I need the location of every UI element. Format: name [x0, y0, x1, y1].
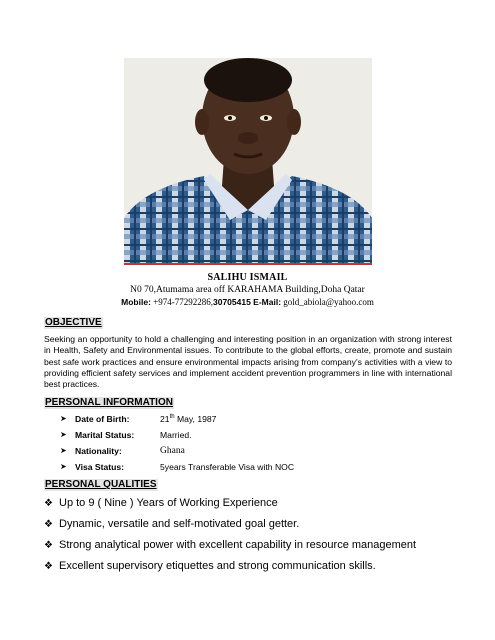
dob-value: 21th May, 1987 [160, 414, 217, 424]
diamond-bullet-icon: ❖ [44, 540, 53, 551]
quality-text: Dynamic, versatile and self-motivated goal getter. [59, 518, 300, 530]
diamond-bullet-icon: ❖ [44, 498, 53, 509]
quality-text: Strong analytical power with excellent capability in resource management [59, 539, 417, 551]
arrow-bullet-icon: ➤ [60, 446, 67, 455]
profile-photo [124, 58, 372, 263]
email-address[interactable]: gold_abiola@yahoo.com [281, 297, 374, 307]
quality-item [44, 517, 299, 531]
contact-line [0, 297, 495, 307]
quality-text: Excellent supervisory etiquettes and strong communication skills. [59, 560, 376, 572]
quality-item [44, 559, 376, 573]
marital-label: Marital Status: [75, 430, 135, 440]
address: N0 70,Atumama area off KARAHAMA Building,Doha Qatar [130, 285, 365, 295]
marital-value: Married. [160, 430, 192, 440]
objective-heading [44, 317, 103, 329]
arrow-bullet-icon: ➤ [60, 414, 67, 423]
quality-item [44, 538, 416, 552]
diamond-bullet-icon: ❖ [44, 519, 53, 530]
diamond-bullet-icon: ❖ [44, 561, 53, 572]
visa-label: Visa Status: [75, 462, 125, 472]
mobile-number: +974-77292286, [150, 297, 213, 307]
candidate-name: SALIHU ISMAIL [207, 272, 288, 283]
quality-item [44, 496, 278, 510]
personal-info-heading [44, 397, 174, 409]
arrow-bullet-icon: ➤ [60, 430, 67, 439]
personal-info-heading-text: PERSONAL INFORMATION [45, 397, 173, 408]
visa-value: 5years Transferable Visa with NOC [160, 462, 295, 472]
arrow-bullet-icon: ➤ [60, 462, 67, 471]
qualities-heading [44, 479, 158, 491]
portrait-illustration [124, 58, 372, 263]
qualities-heading-text: PERSONAL QUALITIES [45, 479, 157, 490]
photo-divider [124, 263, 372, 265]
objective-heading-text: OBJECTIVE [45, 317, 102, 328]
email-label: E-Mail: [250, 297, 282, 307]
objective-text: Seeking an opportunity to hold a challenging and interesting position in an organization with strong interest in Health, Safety and Environmental issues. To contribute to the global efforts, create, promote and sustain best safe work practices and ensure environmental impacts arising from company's activities with a view to providing efficient safety services and implement accident prevention programmers in line with international best practices. [44, 334, 452, 390]
dob-label: Date of Birth: [75, 414, 130, 424]
nationality-label: Nationality: [75, 446, 122, 456]
nationality-value: Ghana [160, 446, 185, 456]
contact-header [0, 272, 495, 307]
mobile-label: Mobile: [121, 297, 151, 307]
quality-text: Up to 9 ( Nine ) Years of Working Experience [59, 497, 278, 509]
mobile-number-alt: 30705415 [212, 297, 251, 307]
